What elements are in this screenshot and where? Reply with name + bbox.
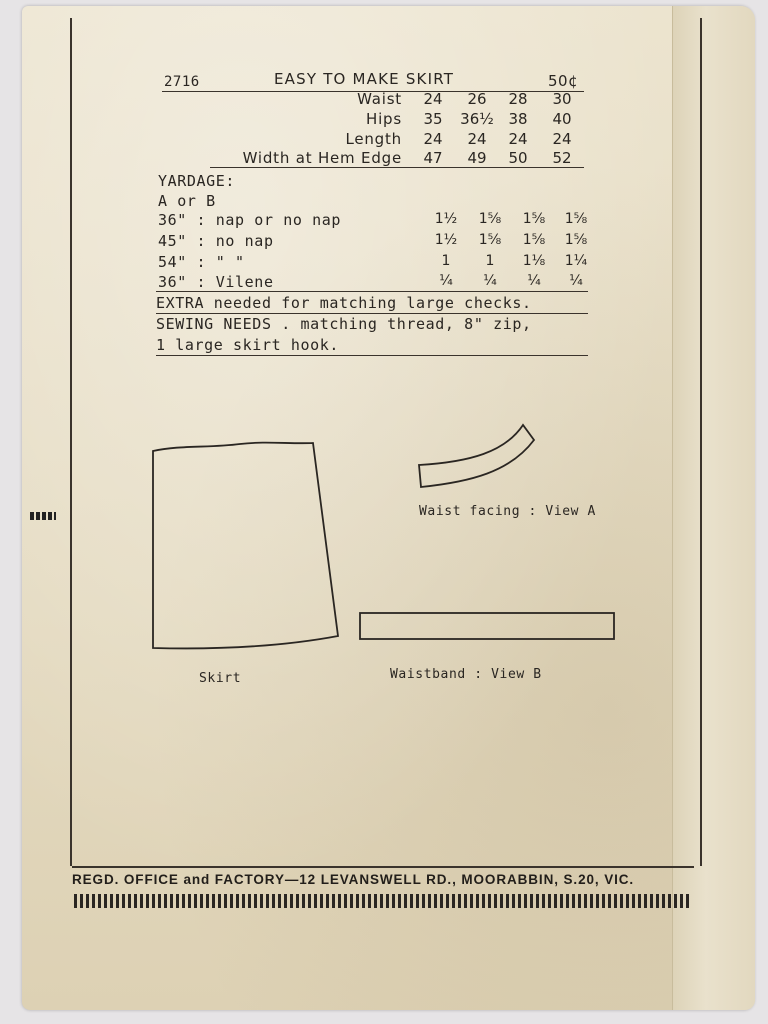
- sewing-needs-line-1: SEWING NEEDS . matching thread, 8" zip,: [156, 315, 532, 333]
- skirt-piece-outline: [153, 443, 338, 649]
- measurement-label-hem-width: Width at Hem Edge: [242, 149, 402, 167]
- measurement-value: 24: [467, 130, 487, 148]
- measurement-value: 38: [508, 110, 528, 128]
- waistband-label: Waistband : View B: [390, 667, 542, 682]
- waistband-outline: [360, 613, 614, 639]
- yardage-value: 1⅝: [564, 211, 588, 227]
- pattern-price: 50¢: [548, 72, 579, 90]
- measurement-value: 47: [423, 149, 443, 167]
- yardage-value: ¼: [569, 273, 583, 289]
- yardage-value: 1⅝: [478, 232, 502, 248]
- yardage-row-label: 36" : Vilene: [158, 273, 274, 291]
- measurement-value: 24: [423, 90, 443, 108]
- measurement-value: 49: [467, 149, 487, 167]
- measurement-value: 50: [508, 149, 528, 167]
- pattern-title: EASY TO MAKE SKIRT: [274, 70, 455, 88]
- perforation-strip: [74, 894, 692, 908]
- sewing-needs-line-2: 1 large skirt hook.: [156, 336, 339, 354]
- yardage-row-label: 54" : " ": [158, 253, 245, 271]
- waist-facing-label: Waist facing : View A: [419, 504, 596, 519]
- yardage-value: 1⅝: [522, 232, 546, 248]
- measurement-value: 28: [508, 90, 528, 108]
- yardage-row-label: 45" : no nap: [158, 232, 274, 250]
- measurement-value: 24: [508, 130, 528, 148]
- yardage-value: 1½: [434, 211, 458, 227]
- skirt-label: Skirt: [199, 671, 242, 686]
- extra-note: EXTRA needed for matching large checks.: [156, 294, 532, 312]
- measurement-value: 30: [552, 90, 572, 108]
- measurement-label-length: Length: [345, 130, 402, 148]
- measurement-value: 52: [552, 149, 572, 167]
- measurement-value: 35: [423, 110, 443, 128]
- yardage-value: ¼: [439, 273, 453, 289]
- yardage-value: 1⅝: [522, 211, 546, 227]
- yardage-value: 1⅝: [478, 211, 502, 227]
- yardage-heading: YARDAGE:: [158, 172, 236, 190]
- yardage-value: 1⅝: [564, 232, 588, 248]
- yardage-row-label: 36" : nap or no nap: [158, 211, 341, 229]
- yardage-value: 1: [441, 253, 451, 269]
- measurement-value: 40: [552, 110, 572, 128]
- measurement-value: 24: [423, 130, 443, 148]
- measurement-label-hips: Hips: [366, 110, 402, 128]
- yardage-value: 1½: [434, 232, 458, 248]
- yardage-value: 1¼: [564, 253, 588, 269]
- yardage-value: 1⅛: [522, 253, 546, 269]
- yardage-views: A or B: [158, 192, 216, 210]
- measurement-label-waist: Waist: [357, 90, 402, 108]
- yardage-value: ¼: [483, 273, 497, 289]
- measurement-value: 36½: [460, 110, 494, 128]
- yardage-value: ¼: [527, 273, 541, 289]
- footer-rule: [72, 866, 694, 868]
- measurement-value: 24: [552, 130, 572, 148]
- yardage-value: 1: [485, 253, 495, 269]
- pattern-number: 2716: [164, 74, 200, 90]
- footer-address: REGD. OFFICE and FACTORY—12 LEVANSWELL RD., MOORABBIN, S.20, VIC.: [72, 872, 635, 887]
- waist-facing-outline: [419, 425, 534, 487]
- measurement-value: 26: [467, 90, 487, 108]
